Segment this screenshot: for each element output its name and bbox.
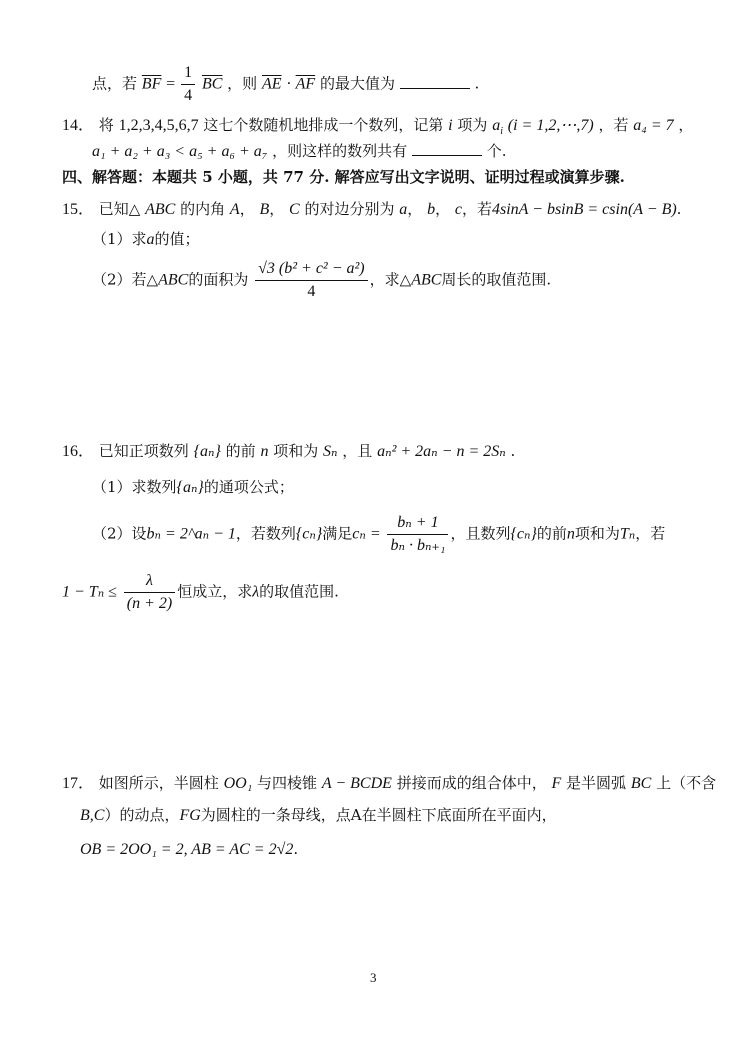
var-lambda: λ xyxy=(252,583,260,601)
triangle-name: ABC xyxy=(145,201,176,218)
q15-text: 的内角 xyxy=(180,200,226,218)
part-label: （2）若△ xyxy=(92,270,159,289)
q17-text: . xyxy=(293,840,299,858)
var-bc-points: B,C xyxy=(80,807,105,824)
arc-bc: BC xyxy=(630,775,652,792)
q16-text: 的前 xyxy=(536,524,567,543)
q15-text: ，求△ xyxy=(369,270,412,289)
answer-blank[interactable] xyxy=(412,141,482,156)
q16-inequality xyxy=(62,570,339,615)
sub-i: i xyxy=(500,126,503,138)
var-B: B xyxy=(259,201,270,218)
question-15: 15． 已知△ ABC 的内角 A， B， C 的对边分别为 a， b， c，若4sinA − bsinB = csin(A − B). xyxy=(62,200,682,218)
part-label: （1）求数列 xyxy=(92,478,177,496)
given-equation: 4sinA − bsinB = csin(A − B) xyxy=(491,201,677,218)
frac-den: bₙ · bₙ₊₁ xyxy=(390,537,446,554)
bn-definition: bₙ = 2^aₙ − 1 xyxy=(146,525,236,543)
dot-op: · xyxy=(286,75,296,93)
term-ai xyxy=(492,117,503,138)
equals-sign: = xyxy=(166,75,180,93)
fraction-quarter xyxy=(181,62,195,107)
q16-text: 项和为 xyxy=(273,442,319,460)
q17-text: 是半圆弧 xyxy=(566,774,627,792)
section-heading: 四、解答题：本题共 5 小题，共 77 分. 解答应写出文字说明、证明过程或演算步骤. xyxy=(62,168,625,186)
q17-text: 为圆柱的一条母线，点A在半圆柱下底面所在平面内， xyxy=(200,806,557,824)
var-fg: FG xyxy=(179,807,201,824)
sequence-an: {aₙ} xyxy=(176,479,204,496)
var-n: n xyxy=(566,525,575,543)
q16-text: ，且 xyxy=(342,442,373,460)
frac-den: 4 xyxy=(184,87,193,104)
q14-text: 将 xyxy=(98,116,114,134)
q17-text: ）的动点， xyxy=(104,806,180,824)
number-sequence: 1,2,3,4,5,6,7 xyxy=(118,117,199,134)
q17-text: 上（不含 xyxy=(656,774,717,792)
area-fraction xyxy=(255,258,368,303)
frac-den: 4 xyxy=(307,283,316,300)
q14-text: 这七个数随机地排成一个数列，记第 xyxy=(203,116,444,134)
pyramid-name: A − BCDE xyxy=(321,775,392,792)
given-equation: aₙ² + 2aₙ − n = 2Sₙ xyxy=(377,443,506,460)
q16-text: 项和为 xyxy=(574,524,620,543)
frac-den: (n + 2) xyxy=(126,595,173,612)
q15-part2 xyxy=(92,258,551,303)
vector-bf: $\overline{BF}$ xyxy=(141,75,162,93)
question-number: 17． xyxy=(62,775,95,792)
q15-text: . xyxy=(676,200,682,218)
q16-text: 的通项公式； xyxy=(203,478,294,496)
frac-num: bₙ + 1 xyxy=(387,512,448,535)
q16-text: 的前 xyxy=(225,442,256,460)
var-F: F xyxy=(551,775,562,792)
question-14-line2 xyxy=(92,140,507,163)
q15-text: 的值； xyxy=(154,230,200,248)
var-Tn: Tₙ xyxy=(619,525,636,543)
q16-part2 xyxy=(92,512,665,557)
vector-ae: $\overline{AE}$ xyxy=(261,75,282,93)
q15-text: ，若 xyxy=(461,200,492,218)
var-i: i xyxy=(448,117,453,134)
q16-text: ，若 xyxy=(635,524,666,543)
q15-text: 的对边分别为 xyxy=(304,200,395,218)
q15-text: 周长的取值范围. xyxy=(441,270,552,289)
question-14 xyxy=(62,114,693,143)
var-a: a xyxy=(492,117,501,134)
q16-text: 恒成立，求 xyxy=(177,582,253,601)
vector-bc: $\overline{BC}$ xyxy=(201,75,223,93)
frac-num: λ xyxy=(124,570,175,593)
var-c: c xyxy=(454,201,462,218)
q17-text: 拼接而成的组合体中， xyxy=(396,774,547,792)
q15-text: 的面积为 xyxy=(188,270,249,289)
q17-text: 如图所示，半圆柱 xyxy=(98,774,219,792)
q15-text: 已知△ xyxy=(98,200,141,218)
var-C: C xyxy=(289,201,300,218)
frac-num: √3 (b² + c² − a²) xyxy=(255,258,368,281)
q16-text: 已知正项数列 xyxy=(98,442,189,460)
inequality-condition: a₁ + a₂ + a₃ < a₅ + a₆ + a₇ xyxy=(92,143,268,160)
q16-text: 的取值范围. xyxy=(259,582,339,601)
var-n: n xyxy=(260,443,269,460)
question-number: 14． xyxy=(62,117,95,134)
var-b: b xyxy=(427,201,436,218)
q14-text: ，则这样的数列共有 xyxy=(272,142,408,160)
var-A: A xyxy=(229,201,240,218)
q14-text: ， xyxy=(678,116,694,134)
vector-af: $\overline{AF}$ xyxy=(295,75,316,93)
var-oo1: OO₁ xyxy=(223,775,253,792)
sequence-an: {aₙ} xyxy=(193,443,221,460)
q16-text: ，且数列 xyxy=(450,524,511,543)
q13-text: 点，若 xyxy=(92,74,138,93)
q13-text: . xyxy=(474,74,480,93)
q13-text: 的最大值为 xyxy=(319,74,395,93)
q14-text: 项为 xyxy=(457,116,488,134)
question-number: 16． xyxy=(62,443,95,460)
question-16 xyxy=(62,440,515,463)
var-Sn: Sₙ xyxy=(323,443,338,460)
q15-part1 xyxy=(92,228,200,251)
triangle-name: ABC xyxy=(158,271,189,289)
frac-num: 1 xyxy=(181,62,195,85)
given-lengths: OB = 2OO₁ = 2, AB = AC = 2√2 xyxy=(80,841,294,858)
answer-blank[interactable] xyxy=(400,74,470,89)
q16-text: ，若数列 xyxy=(235,524,296,543)
cn-fraction xyxy=(387,512,448,557)
q14-text: 个. xyxy=(486,142,507,160)
part-label: （1）求 xyxy=(92,230,147,248)
question-17-line2 xyxy=(80,804,557,827)
q16-part1 xyxy=(92,476,294,499)
inequality-lhs: 1 − Tₙ ≤ xyxy=(62,583,117,601)
q13-text: ，则 xyxy=(227,74,258,93)
triangle-name: ABC xyxy=(411,271,442,289)
page-number: 3 xyxy=(370,970,377,985)
question-17 xyxy=(62,772,716,795)
condition-a4: a₄ = 7 xyxy=(633,117,674,134)
question-number: 15． xyxy=(62,201,95,218)
var-a: a xyxy=(146,231,155,248)
q14-text: ，若 xyxy=(598,116,629,134)
cn-lhs: cₙ = xyxy=(352,525,381,543)
q16-text: 满足 xyxy=(322,524,353,543)
q16-text: . xyxy=(510,442,516,460)
q17-text: 与四棱锥 xyxy=(257,774,318,792)
part-label: （2）设 xyxy=(92,524,147,543)
lambda-fraction xyxy=(124,570,175,615)
index-range: (i = 1,2,⋯,7) xyxy=(507,117,594,134)
question-17-line3 xyxy=(80,838,298,861)
sequence-cn: {cₙ} xyxy=(510,525,537,543)
q13-tail xyxy=(92,62,479,107)
var-a: a xyxy=(399,201,408,218)
sequence-cn: {cₙ} xyxy=(295,525,323,543)
